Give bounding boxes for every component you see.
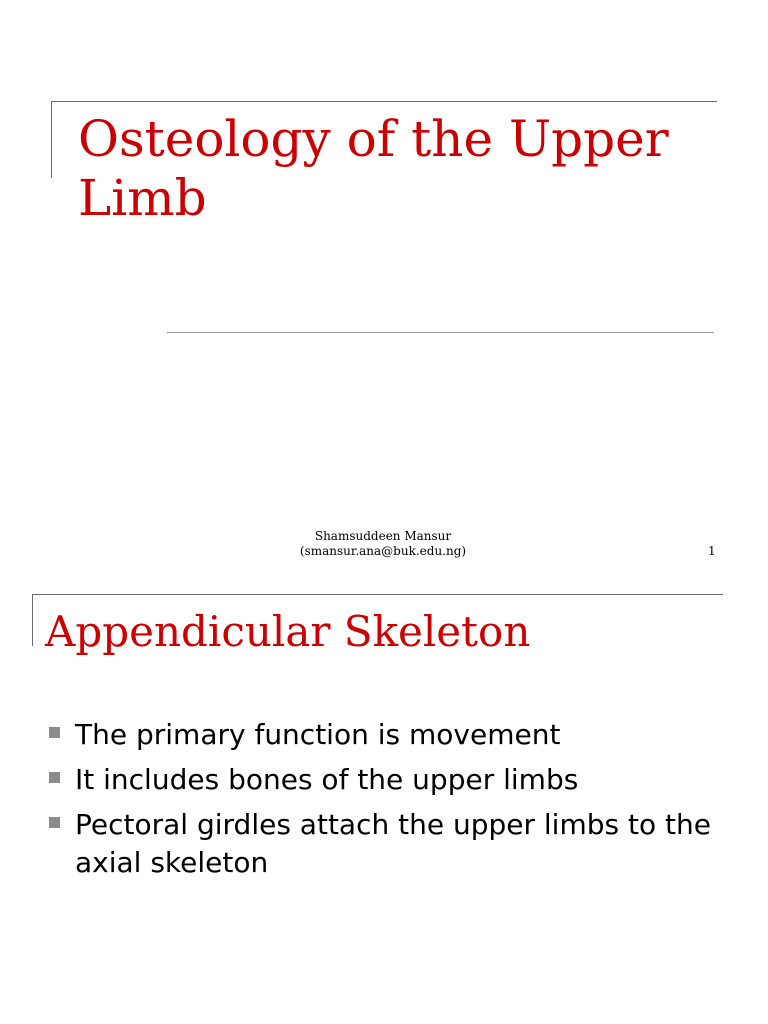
footer-author-email: (smansur.ana@buk.edu.ng) (299, 544, 467, 558)
slide-1-footer (260, 529, 506, 559)
title-frame-top-line (32, 594, 723, 595)
bullet-text: Pectoral girdles attach the upper limbs to the axial skeleton (75, 808, 711, 879)
list-item (46, 761, 736, 799)
list-item (46, 716, 736, 754)
title-frame-top-line (51, 101, 717, 102)
list-item (46, 806, 736, 882)
footer-author-name: Shamsuddeen Mansur (314, 529, 452, 543)
title-frame-left-line (51, 101, 52, 178)
square-bullet-icon (49, 817, 60, 828)
bullet-text: It includes bones of the upper limbs (75, 763, 579, 796)
title-frame-left-line (32, 594, 33, 646)
subtitle-divider (167, 332, 714, 333)
slide-1-title: Osteology of the Upper Limb (78, 110, 669, 227)
slide-2-title: Appendicular Skeleton (45, 607, 531, 656)
bullet-text: The primary function is movement (75, 718, 561, 751)
square-bullet-icon (49, 772, 60, 783)
slide-number: 1 (708, 544, 716, 558)
bullet-list (46, 716, 736, 889)
square-bullet-icon (49, 727, 60, 738)
